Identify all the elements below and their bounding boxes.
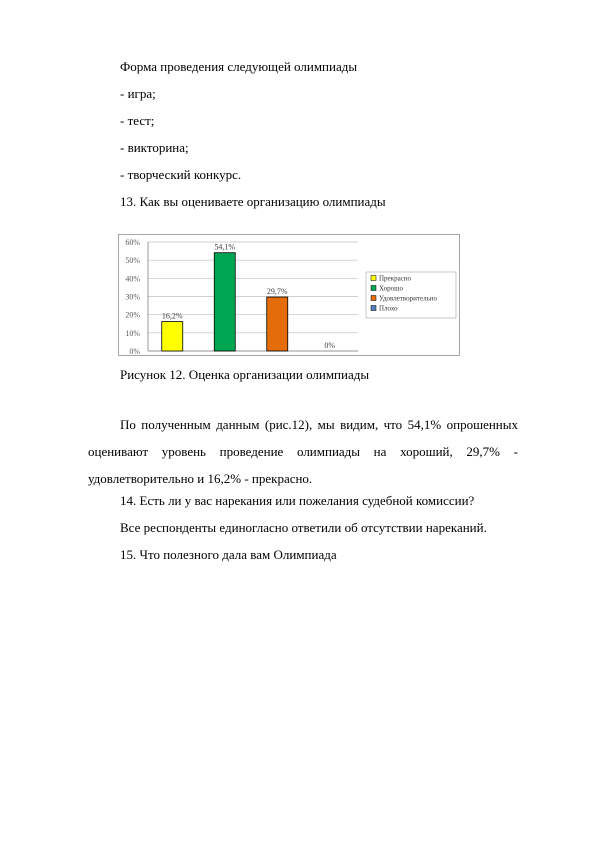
- y-tick-label: 10%: [125, 328, 140, 338]
- data-label: 54,1%: [214, 242, 236, 252]
- bar: [214, 253, 235, 351]
- text-line-contest: - творческий конкурс.: [120, 167, 242, 182]
- y-tick-label: 0%: [129, 347, 140, 356]
- legend-label: Удовлетворительно: [379, 294, 438, 303]
- data-label: 0%: [324, 341, 336, 350]
- legend-label: Хорошо: [379, 284, 404, 293]
- question-15: 15. Что полезного дала вам Олимпиада: [120, 547, 337, 562]
- answer-14: Все респонденты единогласно ответили об отсутствии нареканий.: [120, 520, 487, 535]
- y-tick-label: 40%: [125, 274, 140, 284]
- y-tick-label: 60%: [125, 238, 140, 247]
- legend-label: Прекрасно: [379, 274, 412, 283]
- analysis-paragraph: По полученным данным (рис.12), мы видим, что 54,1% опрошенных оценивают уровень проведение олимпиады на хороший, 29,7% - удовлетворительно и 16,2% - прекрасно.: [88, 417, 518, 486]
- legend-label: Плохо: [379, 304, 398, 313]
- bar: [267, 297, 288, 351]
- rating-chart: [118, 234, 460, 356]
- legend-swatch: [371, 306, 376, 311]
- text-line-quiz: - викторина;: [120, 140, 189, 155]
- figure-caption: Рисунок 12. Оценка организации олимпиады: [120, 367, 370, 382]
- text-line-form: Форма проведения следующей олимпиады: [120, 59, 358, 74]
- question-14: 14. Есть ли у вас нарекания или пожелания судебной комиссии?: [120, 493, 475, 508]
- data-label: 16,2%: [161, 311, 183, 321]
- text-line-game: - игра;: [120, 86, 156, 101]
- legend-swatch: [371, 276, 376, 281]
- legend-swatch: [371, 296, 376, 301]
- y-tick-label: 20%: [125, 310, 140, 320]
- text-line-test: - тест;: [120, 113, 155, 128]
- y-tick-label: 30%: [125, 292, 140, 302]
- data-label: 29,7%: [266, 287, 288, 297]
- bar: [162, 322, 183, 351]
- y-tick-label: 50%: [125, 256, 140, 266]
- question-13: 13. Как вы оцениваете организацию олимпиады: [120, 194, 386, 209]
- legend-swatch: [371, 286, 376, 291]
